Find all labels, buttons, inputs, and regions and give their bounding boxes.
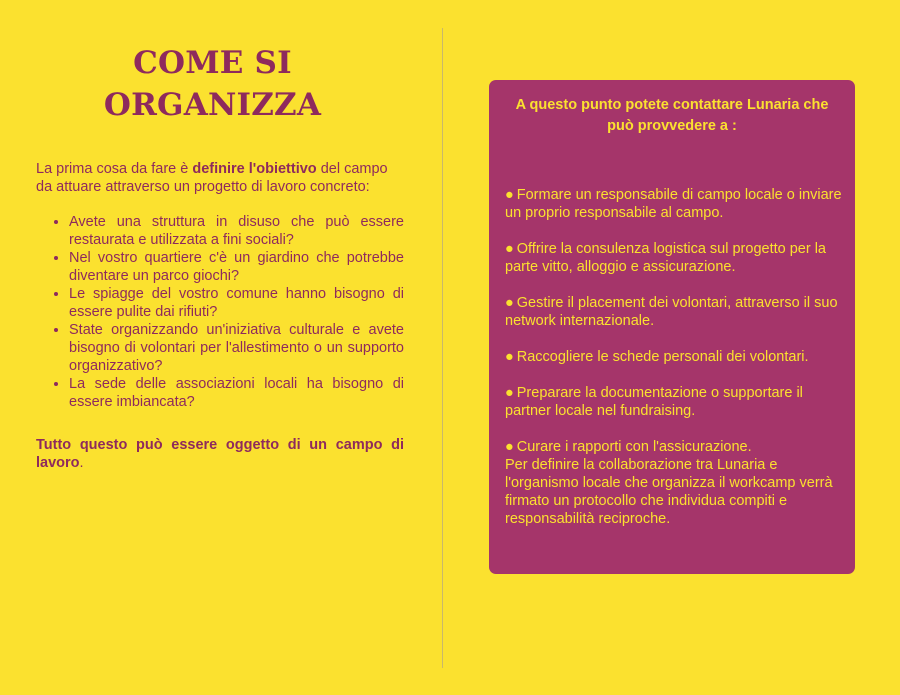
intro-paragraph [36,160,406,196]
service-text: Gestire il placement dei volontari, attraverso il suo network internazionale. [505,295,838,329]
panel-title: A questo punto potete contattare Lunaria che può provvedere a : [515,97,829,134]
intro-highlight: definire l'obiettivo [192,161,317,177]
conclusion-period: . [79,455,84,471]
question-item: • Le spiagge del vostro comune hanno bisogno di essere pulite dai rifiuti? [69,285,404,321]
title-line-1: COME SI [133,45,292,81]
bullet-icon: ● [505,349,514,365]
conclusion-highlight: Tutto questo può essere oggetto di un campo di lavoro [36,437,404,471]
service-text: Formare un responsabile di campo locale o inviare un proprio responsabile al campo. [505,187,842,221]
intro-text-end: del campo da attuare attraverso un progetto di lavoro concreto: [36,161,388,195]
service-text: Curare i rapporti con l'assicurazione. [516,439,752,455]
question-item: • State organizzando un'iniziativa culturale e avete bisogno di volontari per l'allestimento o un supporto organizzativo? [69,321,404,375]
service-text: Offrire la consulenza logistica sul progetto per la parte vitto, alloggio e assicurazione. [505,241,826,275]
service-item [505,438,845,528]
service-item [505,240,845,276]
service-text: Raccogliere le schede personali dei volontari. [516,349,809,365]
service-item [505,186,845,222]
column-divider [442,28,443,668]
service-list [505,186,845,528]
question-item: • La sede delle associazioni locali ha bisogno di essere imbiancata? [69,375,404,411]
question-item: • Avete una struttura in disuso che può essere restaurata e utilizzata a fini sociali? [69,213,404,249]
conclusion-paragraph [36,436,404,472]
bullet-icon: ● [505,385,514,401]
bullet-icon: ● [505,295,514,311]
bullet-icon: ● [505,439,514,455]
intro-text-start: La prima cosa da fare è [36,161,193,177]
question-list [36,213,404,411]
title-line-2: ORGANIZZA [103,87,322,123]
service-item [505,348,845,366]
page-title [60,42,365,126]
closing-text: Per definire la collaborazione tra Lunaria e l'organismo locale che organizza il workcamp verrà firmato un protocollo che individua compiti e responsabilità reciproche. [505,457,833,527]
service-item [505,384,845,420]
service-text: Preparare la documentazione o supportare il partner locale nel fundraising. [505,385,803,419]
service-item [505,294,845,330]
bullet-icon: ● [505,187,514,203]
bullet-icon: ● [505,241,514,257]
question-item: • Nel vostro quartiere c'è un giardino che potrebbe diventare un parco giochi? [69,249,404,285]
lunaria-services-panel [489,80,855,574]
